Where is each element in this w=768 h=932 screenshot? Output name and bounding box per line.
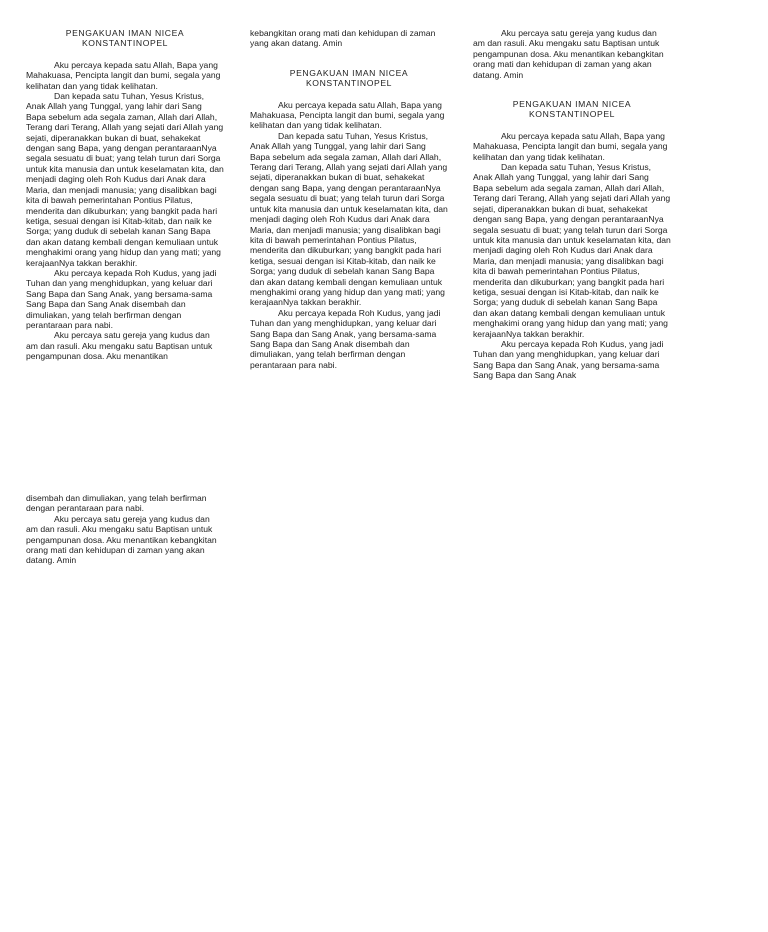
column-1-upper bbox=[26, 28, 224, 362]
paragraph-spirit-part-a: Aku percaya kepada Roh Kudus, yang jadi Tuhan dan yang menghidupkan, yang keluar dari Sang Bapa dan Sang Anak, yang bersama-sama Sang Bapa dan Sang Anak bbox=[26, 267, 217, 310]
paragraph-church-part-b: kebangkitan orang mati dan kehidupan di zaman yang akan datang. Amin bbox=[26, 534, 217, 566]
paragraph-father: Aku percaya kepada satu Allah, Bapa yang Mahakuasa, Pencipta langit dan bumi, segala yang kelihatan dan yang tidak kelihatan. bbox=[26, 59, 221, 91]
paragraph-church-continued: kebangkitan orang mati dan kehidupan di zaman yang akan datang. Amin bbox=[250, 28, 436, 49]
document-title bbox=[473, 99, 671, 120]
title-line-1: PENGAKUAN IMAN NICEA bbox=[512, 99, 632, 110]
paragraph-spirit: Aku percaya kepada Roh Kudus, yang jadi Tuhan dan yang menghidupkan, yang keluar dari Sang Bapa dan Sang Anak, yang bersama-sama Sang Bapa dan Sang Anak bbox=[473, 338, 664, 381]
title-line-2: KONSTANTINOPEL bbox=[528, 109, 616, 120]
paragraph-spirit-continued: disembah dan dimuliakan, yang telah berfirman dengan perantaraan para nabi. bbox=[26, 493, 207, 514]
column-1-lower bbox=[26, 493, 224, 566]
spacer bbox=[250, 89, 448, 100]
column-2 bbox=[250, 28, 448, 370]
paragraph-spirit-part-b: disembah dan dimuliakan, yang telah berfirman dengan perantaraan para nabi. bbox=[26, 299, 186, 330]
paragraph-church bbox=[26, 514, 224, 566]
spacer bbox=[26, 49, 224, 60]
title-line-2: KONSTANTINOPEL bbox=[305, 78, 393, 89]
paragraph-son: Dan kepada satu Tuhan, Yesus Kristus, Anak Allah yang Tunggal, yang lahir dari Sang Bapa sebelum ada segala zaman, Allah dari Allah, Terang dari Terang, Allah yang sejati dari Allah yang sejati, diperanakkan bukan di buat, sehakekat dengan sang Bapa, yang dengan perantaraanNya segala sesuatu di buat; yang telah turun dari Sorga untuk kita manusia dan untuk keselamatan kita, dan menjadi daging oleh Roh Kudus dari Anak dara Maria, dan menjadi manusia; yang disalibkan bagi kita di bawah pemerintahan Pontius Pilatus, menderita dan dikuburkan; yang bangkit pada hari ketiga, sesuai dengan isi Kitab-kitab, dan naik ke Sorga; yang duduk di sebelah kanan Sang Bapa dan akan datang kembali dengan kemuliaan untuk menghakimi orang yang hidup dan yang mati; yang kerajaanNya takkan berakhir. bbox=[26, 91, 224, 268]
title-line-2: KONSTANTINOPEL bbox=[81, 38, 169, 49]
paragraph-spirit bbox=[250, 308, 448, 370]
title-line-1: PENGAKUAN IMAN NICEA bbox=[65, 28, 185, 38]
paragraph-son: Dan kepada satu Tuhan, Yesus Kristus, Anak Allah yang Tunggal, yang lahir dari Sang Bapa sebelum ada segala zaman, Allah dari Allah, Terang dari Terang, Allah yang sejati dari Allah yang sejati, diperanakkan bukan di buat, sehakekat dengan sang Bapa, yang dengan perantaraanNya segala sesuatu di buat; yang telah turun dari Sorga untuk kita manusia dan untuk keselamatan kita, dan menjadi daging oleh Roh Kudus dari Anak dara Maria, dan menjadi manusia; yang disalibkan bagi kita di bawah pemerintahan Pontius Pilatus, menderita dan dikuburkan; yang bangkit pada hari ketiga, sesuai dengan isi Kitab-kitab, dan naik ke Sorga; yang duduk di sebelah kanan Sang Bapa dan akan datang kembali dengan kemuliaan untuk menghakimi orang yang hidup dan yang mati; yang kerajaanNya takkan berakhir. bbox=[250, 130, 448, 308]
paragraph-spirit-part-a: Aku percaya kepada Roh Kudus, yang jadi Tuhan dan yang menghidupkan, yang keluar dari Sang Bapa dan Sang Anak, yang bersama-sama Sang Bapa dan Sang Anak bbox=[250, 307, 441, 349]
paragraph-church: Aku percaya satu gereja yang kudus dan am dan rasuli. Aku mengaku satu Baptisan untuk pengampunan dosa. Aku menantikan bbox=[26, 330, 213, 362]
paragraph-church-part-b: kebangkitan orang mati dan kehidupan di zaman yang akan datang. Amin bbox=[473, 48, 664, 80]
document-title bbox=[250, 68, 448, 89]
paragraph-father: Aku percaya kepada satu Allah, Bapa yang Mahakuasa, Pencipta langit dan bumi, segala yang kelihatan dan yang tidak kelihatan. bbox=[250, 99, 445, 131]
paragraph-church bbox=[473, 28, 671, 80]
spacer bbox=[473, 120, 671, 131]
spacer bbox=[250, 49, 448, 68]
paragraph-church-part-a: Aku percaya satu gereja yang kudus dan am dan rasuli. Aku mengaku satu Baptisan untuk pengampunan dosa. Aku menantikan bbox=[26, 513, 213, 545]
title-line-1: PENGAKUAN IMAN NICEA bbox=[289, 67, 409, 78]
document-title bbox=[26, 28, 224, 49]
paragraph-spirit-part-b: disembah dan dimuliakan, yang telah berfirman dengan perantaraan para nabi. bbox=[250, 338, 410, 370]
spacer bbox=[473, 80, 671, 99]
paragraph-spirit bbox=[26, 268, 224, 330]
paragraph-father: Aku percaya kepada satu Allah, Bapa yang Mahakuasa, Pencipta langit dan bumi, segala yang kelihatan dan yang tidak kelihatan. bbox=[473, 130, 668, 162]
paragraph-son: Dan kepada satu Tuhan, Yesus Kristus, Anak Allah yang Tunggal, yang lahir dari Sang Bapa sebelum ada segala zaman, Allah dari Allah, Terang dari Terang, Allah yang sejati dari Allah yang sejati, diperanakkan bukan di buat, sehakekat dengan sang Bapa, yang dengan perantaraanNya segala sesuatu di buat; yang telah turun dari Sorga untuk kita manusia dan untuk keselamatan kita, dan menjadi daging oleh Roh Kudus dari Anak dara Maria, dan menjadi manusia; yang disalibkan bagi kita di bawah pemerintahan Pontius Pilatus, menderita dan dikuburkan; yang bangkit pada hari ketiga, sesuai dengan isi Kitab-kitab, dan naik ke Sorga; yang duduk di sebelah kanan Sang Bapa dan akan datang kembali dengan kemuliaan untuk menghakimi orang yang hidup dan yang mati; yang kerajaanNya takkan berakhir. bbox=[473, 162, 671, 339]
column-3 bbox=[473, 28, 671, 381]
paragraph-church-part-a: Aku percaya satu gereja yang kudus dan am dan rasuli. Aku mengaku satu Baptisan untuk pengampunan dosa. Aku menantikan bbox=[473, 28, 660, 59]
